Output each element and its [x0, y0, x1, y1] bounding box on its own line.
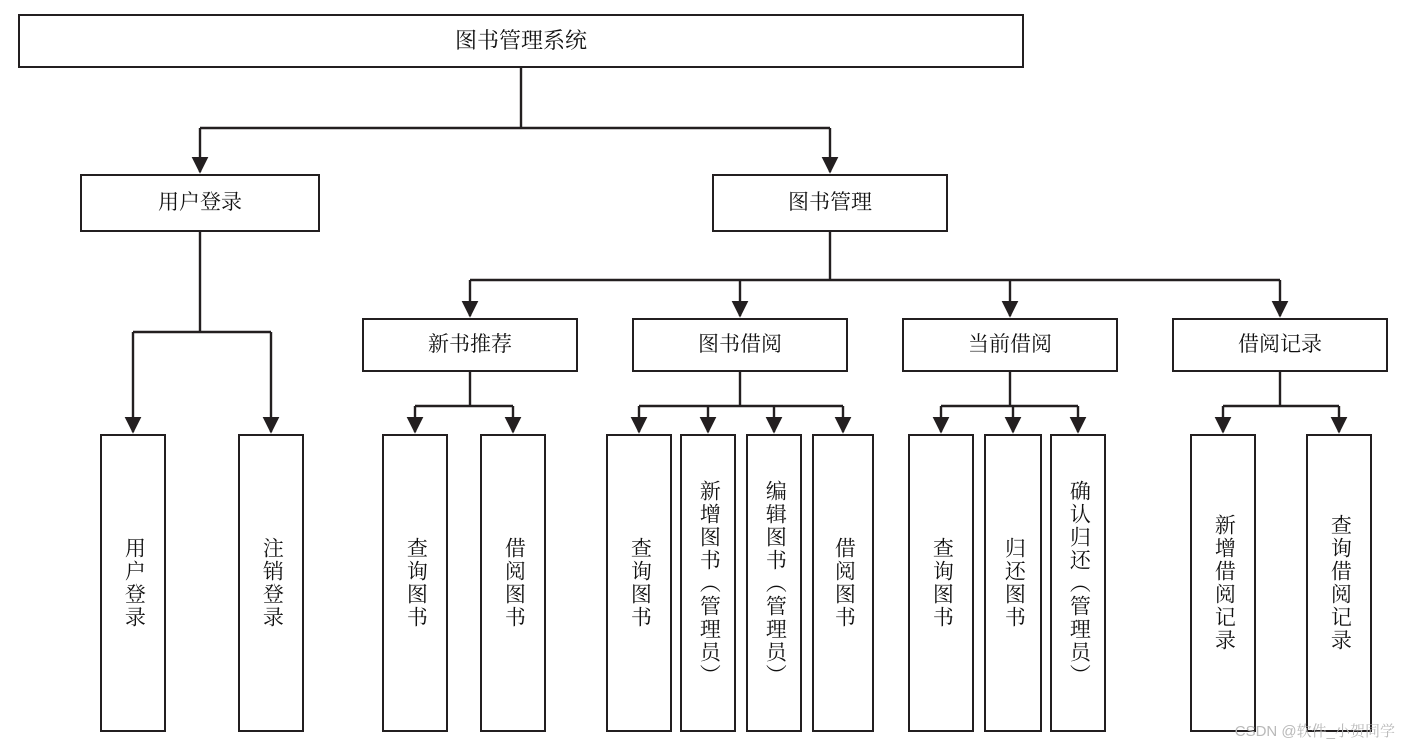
node-label: 新书推荐	[428, 332, 512, 356]
node-label: 图书管理系统	[454, 28, 587, 54]
node-label: 编辑图书（管理员）	[763, 479, 787, 687]
node-label: 查询图书	[930, 537, 954, 629]
node-login	[80, 174, 320, 232]
node-label: 确认归还（管理员）	[1067, 479, 1091, 687]
node-leaf-login-1	[100, 434, 166, 732]
node-label: 新增借阅记录	[1212, 514, 1236, 652]
node-leaf-rec-2	[1306, 434, 1372, 732]
node-label: 图书借阅	[698, 332, 782, 356]
node-leaf-new-1	[382, 434, 448, 732]
node-leaf-cur-3	[1050, 434, 1106, 732]
node-leaf-borrow-1	[606, 434, 672, 732]
node-label: 借阅图书	[832, 537, 856, 629]
node-label: 归还图书	[1002, 537, 1026, 629]
node-newbook	[362, 318, 578, 372]
node-leaf-cur-1	[908, 434, 974, 732]
node-label: 借阅记录	[1238, 332, 1322, 356]
node-label: 图书管理	[788, 190, 872, 214]
node-leaf-borrow-2	[680, 434, 736, 732]
node-leaf-login-2	[238, 434, 304, 732]
node-leaf-cur-2	[984, 434, 1042, 732]
node-root	[18, 14, 1024, 68]
node-label: 查询图书	[628, 537, 652, 629]
watermark-text: CSDN @软件_小贺同学	[1234, 723, 1395, 740]
node-label: 注销登录	[260, 537, 284, 629]
node-leaf-rec-1	[1190, 434, 1256, 732]
node-leaf-new-2	[480, 434, 546, 732]
node-label: 新增图书（管理员）	[697, 479, 721, 687]
node-current	[902, 318, 1118, 372]
node-label: 借阅图书	[502, 537, 526, 629]
node-bookmgmt	[712, 174, 948, 232]
node-label: 查询借阅记录	[1328, 514, 1352, 652]
node-leaf-borrow-4	[812, 434, 874, 732]
node-label: 当前借阅	[968, 332, 1052, 356]
node-label: 查询图书	[404, 537, 428, 629]
node-leaf-borrow-3	[746, 434, 802, 732]
node-borrow	[632, 318, 848, 372]
node-records	[1172, 318, 1388, 372]
node-label: 用户登录	[122, 537, 146, 629]
node-label: 用户登录	[158, 190, 242, 214]
